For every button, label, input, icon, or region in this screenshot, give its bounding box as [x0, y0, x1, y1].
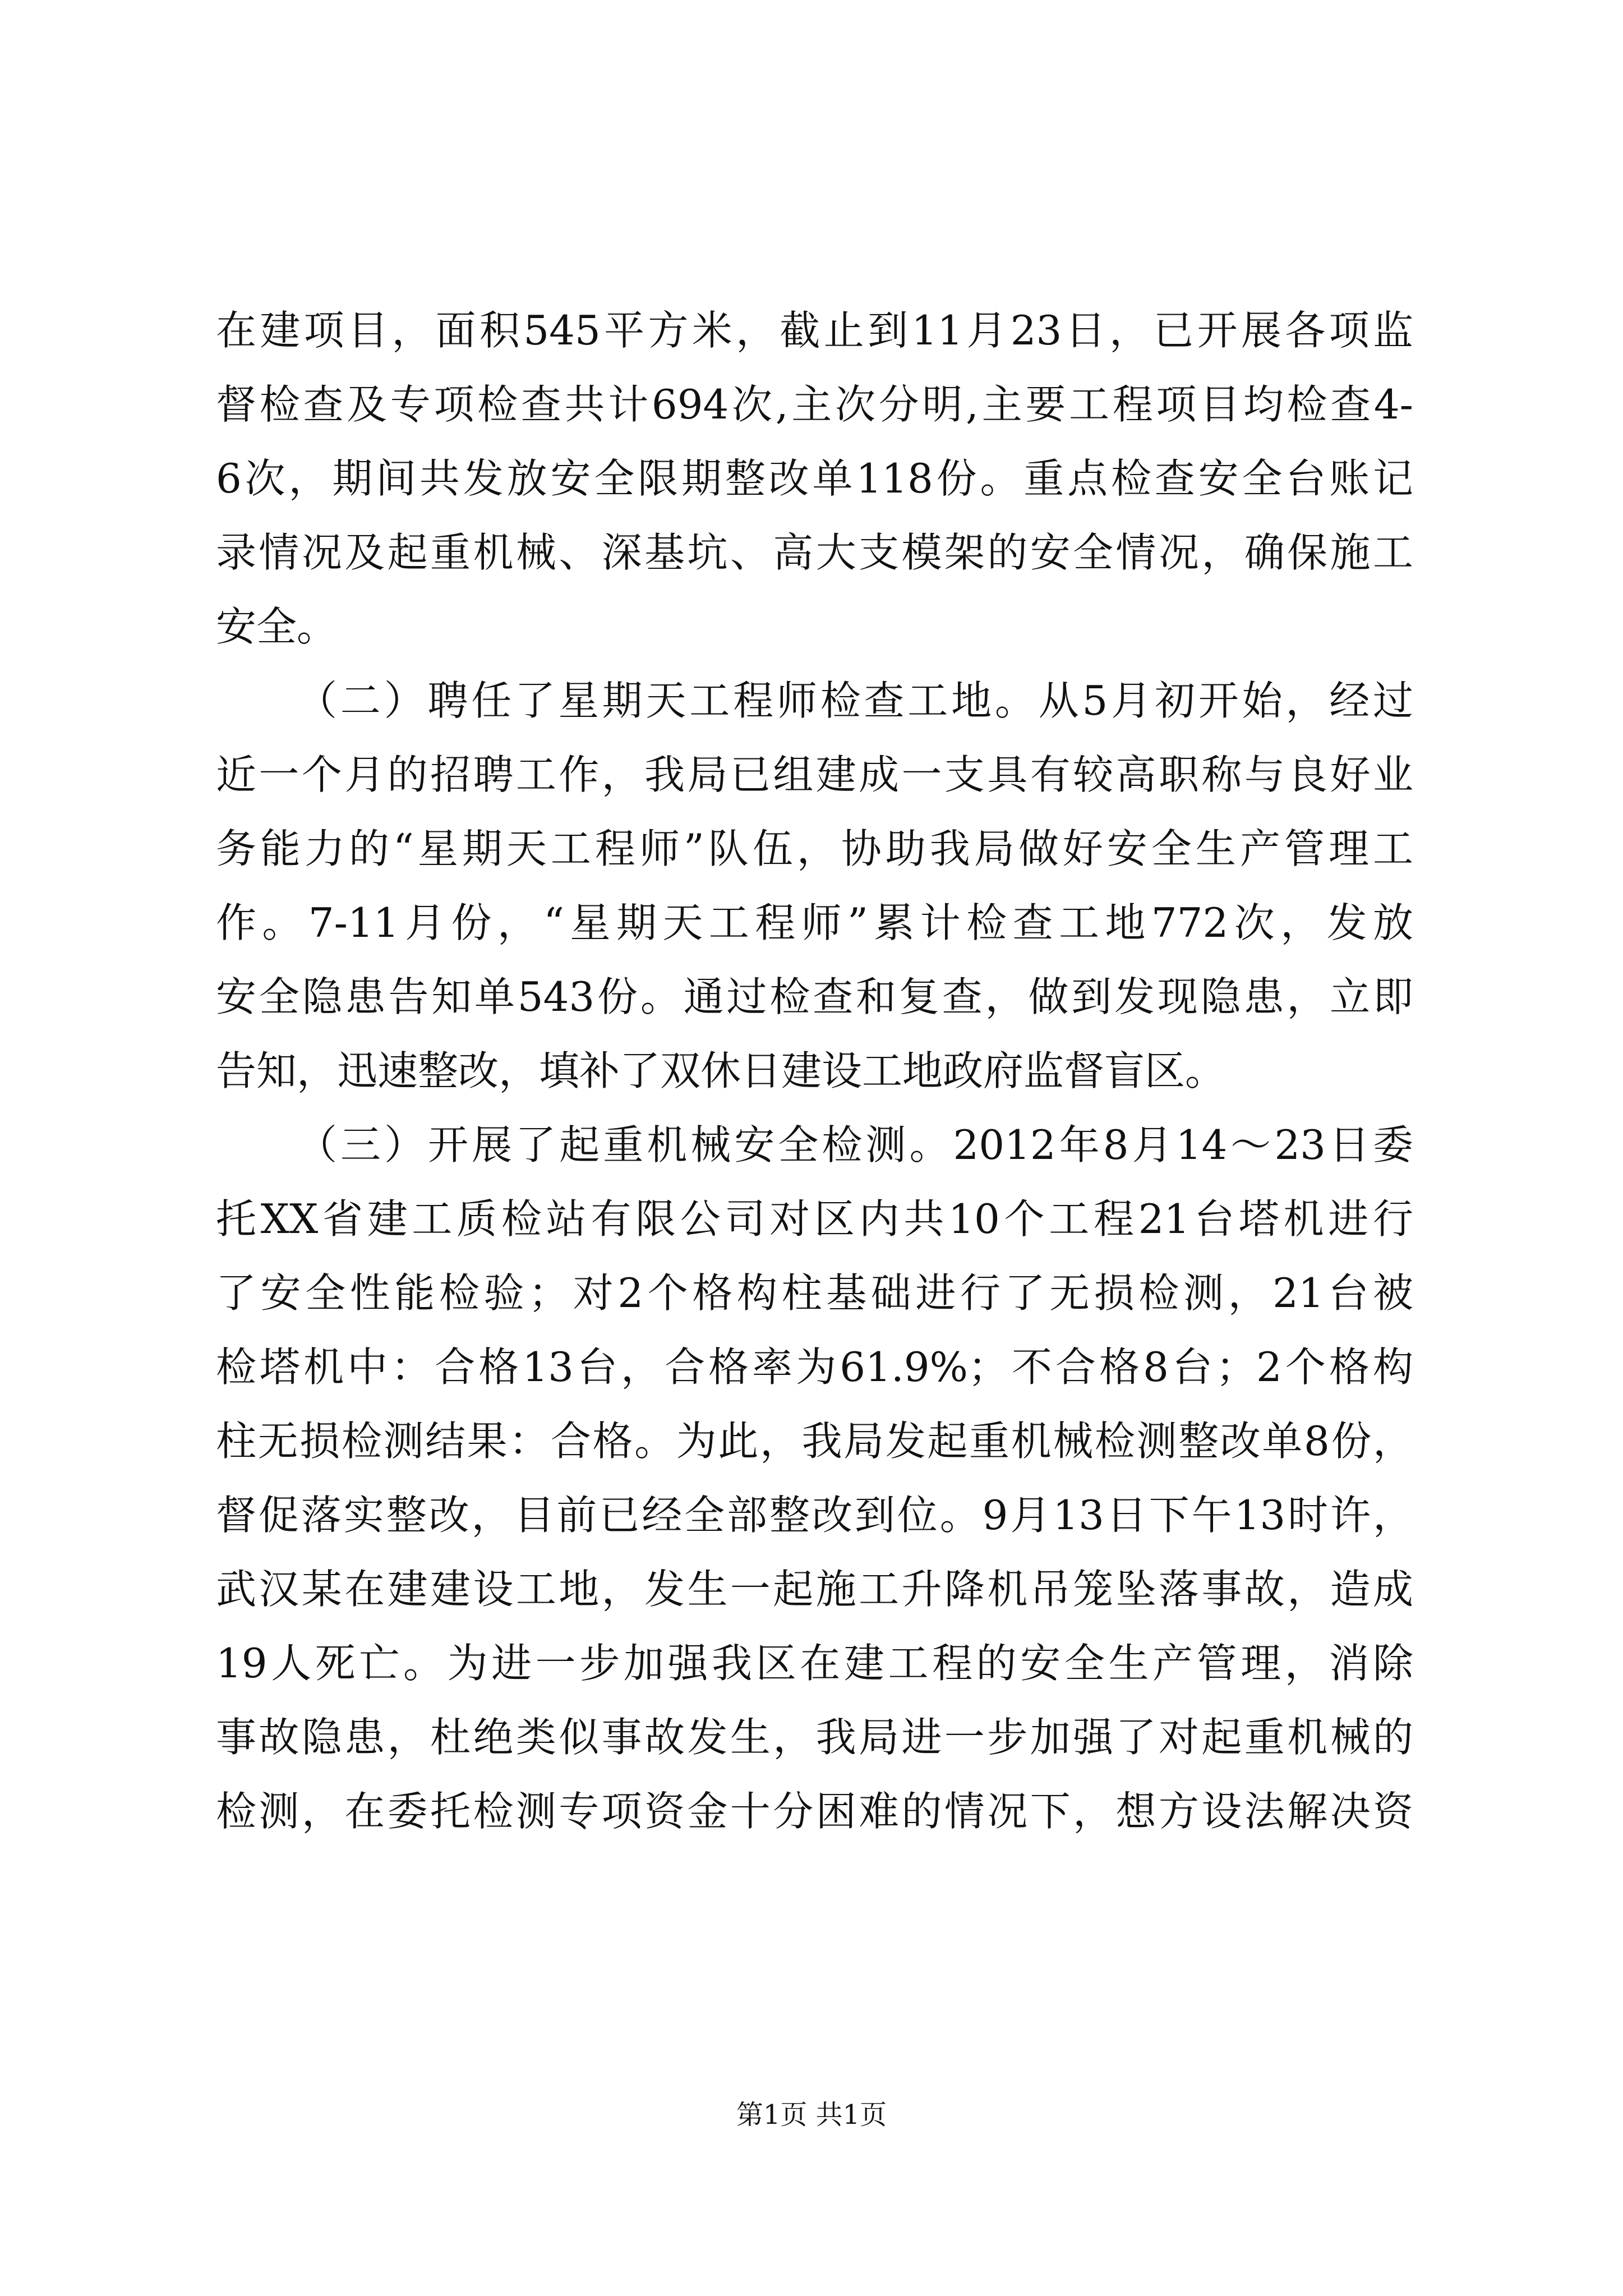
text-line: 近一个月的招聘工作，我局已组建成一支具有较高职称与良好业 — [216, 751, 1413, 798]
text-line: 检测，在委托检测专项资金十分困难的情况下，想方设法解决资 — [216, 1788, 1413, 1835]
text-line: （二）聘任了星期天工程师检查工地。从5月初开始，经过 — [297, 677, 1413, 724]
page-number-footer: 第1页 共1页 — [736, 2099, 887, 2131]
text-line: 事故隐患，杜绝类似事故发生，我局进一步加强了对起重机械的 — [216, 1714, 1413, 1761]
text-line: 在建项目，面积545平方米，截止到11月23日，已开展各项监 — [216, 307, 1413, 354]
text-line: 检塔机中：合格13台，合格率为61.9%；不合格8台；2个格构 — [216, 1343, 1413, 1391]
text-line: （三）开展了起重机械安全检测。2012年8月14～23日委 — [297, 1121, 1413, 1168]
text-line: 督促落实整改，目前已经全部整改到位。9月13日下午13时许， — [216, 1492, 1413, 1539]
text-line: 了安全性能检验；对2个格构柱基础进行了无损检测，21台被 — [216, 1269, 1413, 1317]
text-line: 告知，迅速整改，填补了双休日建设工地政府监督盲区。 — [216, 1047, 1226, 1094]
text-line: 作。7-11月份，“星期天工程师”累计检查工地772次，发放 — [216, 899, 1413, 946]
text-line: 安全。 — [216, 603, 338, 650]
text-line: 19人死亡。为进一步加强我区在建工程的安全生产管理，消除 — [216, 1640, 1413, 1687]
text-line: 录情况及起重机械、深基坑、高大支模架的安全情况，确保施工 — [216, 529, 1413, 576]
body-text — [216, 293, 1413, 1848]
text-line: 安全隐患告知单543份。通过检查和复查，做到发现隐患，立即 — [216, 973, 1413, 1020]
text-line: 督检查及专项检查共计694次,主次分明,主要工程项目均检查4- — [216, 381, 1413, 428]
text-line: 托XX省建工质检站有限公司对区内共10个工程21台塔机进行 — [216, 1195, 1413, 1243]
text-line: 务能力的“星期天工程师”队伍，协助我局做好安全生产管理工 — [216, 825, 1413, 872]
text-line: 6次，期间共发放安全限期整改单118份。重点检查安全台账记 — [216, 455, 1413, 502]
text-line: 柱无损检测结果：合格。为此，我局发起重机械检测整改单8份， — [216, 1418, 1413, 1465]
text-line: 武汉某在建建设工地，发生一起施工升降机吊笼坠落事故，造成 — [216, 1566, 1413, 1613]
